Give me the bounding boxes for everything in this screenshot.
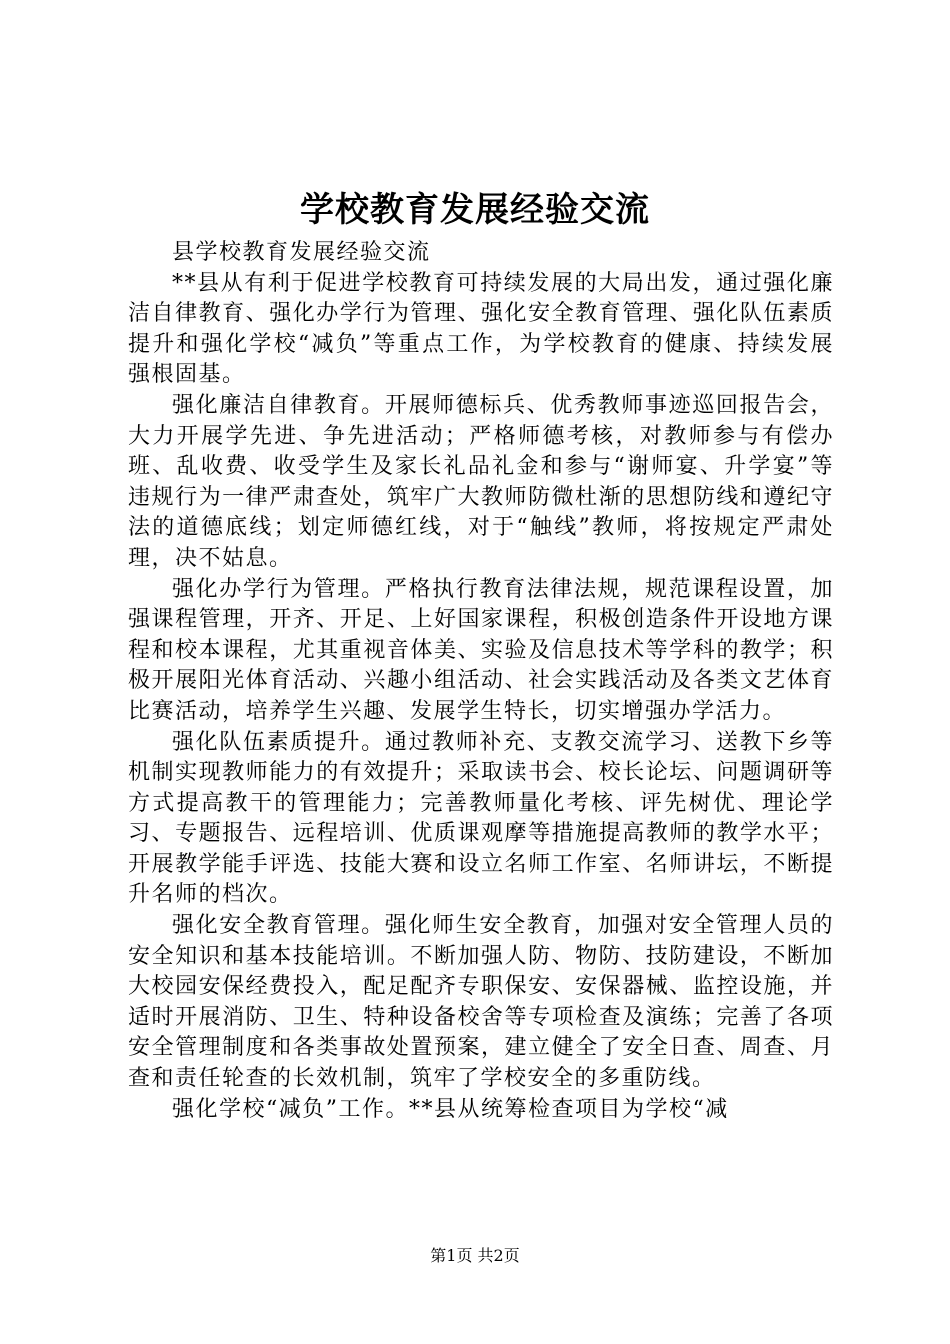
paragraph-intro: **县从有利于促进学校教育可持续发展的大局出发，通过强化廉洁自律教育、强化办学行为管理、强化安全教育管理、强化队伍素质提升和强化学校“减负”等重点工作，为学校教育的健康、持续发展强根固基。 <box>128 270 834 388</box>
paragraph-integrity: 强化廉洁自律教育。开展师德标兵、优秀教师事迹巡回报告会，大力开展学先进、争先进活动；严格师德考核，对教师参与有偿办班、乱收费、收受学生及家长礼品礼金和参与“谢师宴、升学宴”等违规行为一律严肃查处，筑牢广大教师防微杜渐的思想防线和遵纪守法的道德底线；划定师德红线，对于“触线”教师，将按规定严肃处理，决不姑息。 <box>128 392 834 571</box>
page-number-footer: 第1页 共2页 <box>430 1246 520 1265</box>
document-title: 学校教育发展经验交流 <box>300 190 650 230</box>
paragraph-subtitle: 县学校教育发展经验交流 <box>172 240 431 265</box>
paragraph-team-quality: 强化队伍素质提升。通过教师补充、支教交流学习、送教下乡等机制实现教师能力的有效提升；采取读书会、校长论坛、问题调研等方式提高教干的管理能力；完善教师量化考核、评先树优、理论学习、专题报告、远程培训、优质课观摩等措施提高教师的教学水平；开展教学能手评选、技能大赛和设立名师工作室、名师讲坛，不断提升名师的档次。 <box>128 729 834 908</box>
paragraph-burden-reduction: 强化学校“减负”工作。**县从统筹检查项目为学校“减 <box>172 1096 729 1122</box>
paragraph-safety: 强化安全教育管理。强化师生安全教育，加强对安全管理人员的安全知识和基本技能培训。不断加强人防、物防、技防建设，不断加大校园安保经费投入，配足配齐专职保安、安保器械、监控设施，并适时开展消防、卫生、特种设备校舍等专项检查及演练；完善了各项安全管理制度和各类事故处置预案，建立健全了安全日查、周查、月查和责任轮查的长效机制，筑牢了学校安全的多重防线。 <box>128 913 834 1092</box>
paragraph-school-management: 强化办学行为管理。严格执行教育法律法规，规范课程设置，加强课程管理，开齐、开足、上好国家课程，积极创造条件开设地方课程和校本课程，尤其重视音体美、实验及信息技术等学科的教学；积极开展阳光体育活动、兴趣小组活动、社会实践活动及各类文艺体育比赛活动，培养学生兴趣、发展学生特长，切实增强办学活力。 <box>128 576 834 724</box>
document-body <box>128 238 834 1125</box>
